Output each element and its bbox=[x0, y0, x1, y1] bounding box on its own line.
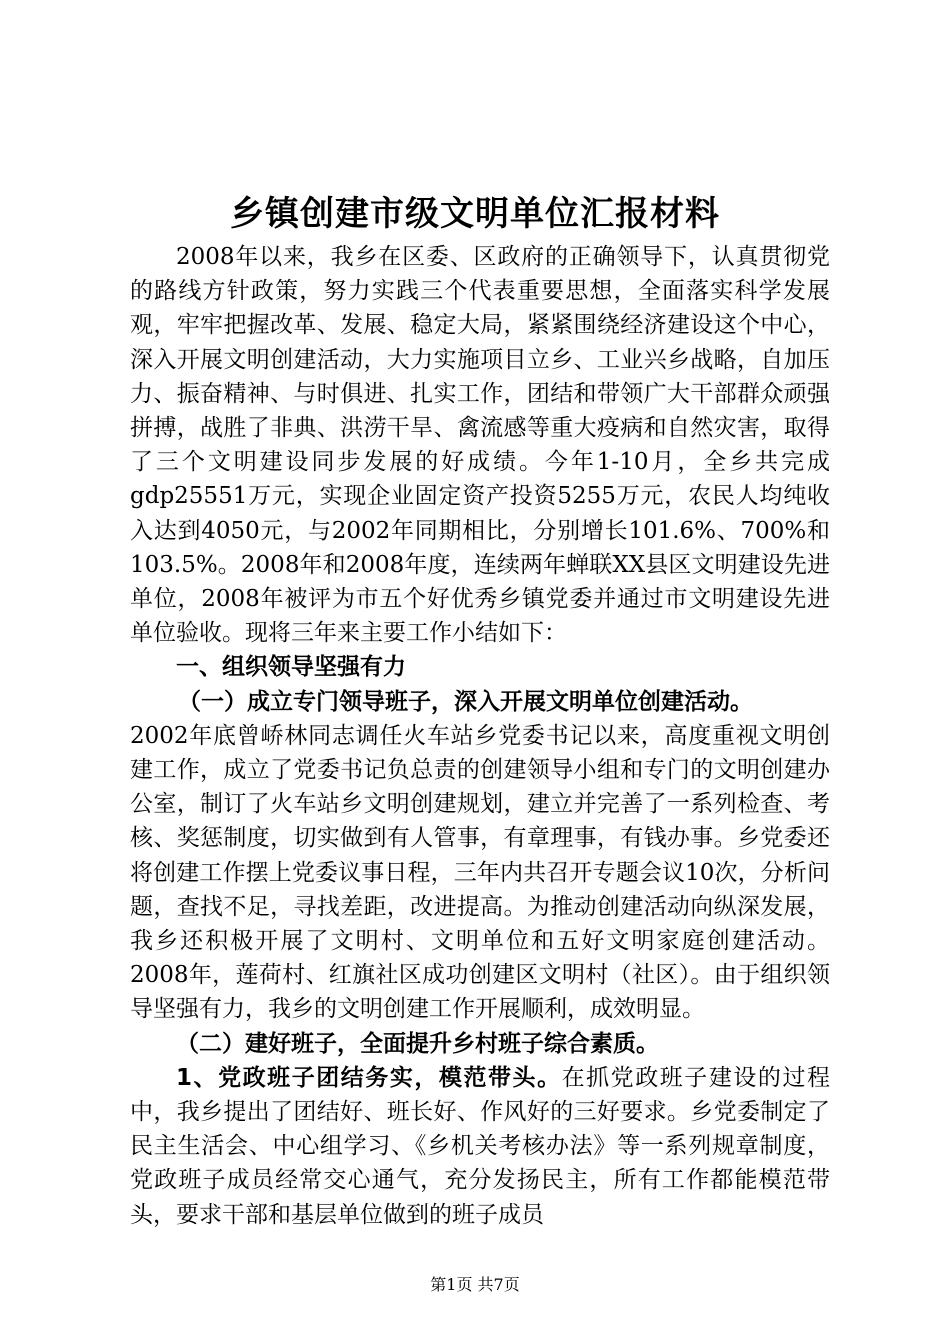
item-paragraph-1 bbox=[130, 1061, 830, 1232]
page-number-footer: 第1页 共7页 bbox=[430, 1275, 520, 1294]
subsection-heading-1: （一）成立专门领导班子，深入开展文明单位创建活动。 bbox=[178, 688, 753, 715]
section-heading-1: 一、组织领导坚强有力 bbox=[176, 654, 406, 681]
intro-paragraph: 2008年以来，我乡在区委、区政府的正确领导下，认真贯彻党的路线方针政策，努力实践三个代表重要思想，全面落实科学发展观，牢牢把握改革、发展、稳定大局，紧紧围绕经济建设这个中心，深入开展文明创建活动，大力实施项目立乡、工业兴乡战略，自加压力、振奋精神、与时俱进、扎实工作，团结和带领广大干部群众顽强拼搏，战胜了非典、洪涝干旱、禽流感等重大疫病和自然灾害，取得了三个文明建设同步发展的好成绩。今年1-10月，全乡共完成gdp25551万元，实现企业固定资产投资5255万元，农民人均纯收入达到4050元，与2002年同期相比，分别增长101.6%、700%和103.5%。2008年和2008年度，连续两年蝉联XX县区文明建设先进单位，2008年被评为市五个好优秀乡镇党委并通过市文明建设先进单位验收。现将三年来主要工作小结如下： bbox=[130, 244, 830, 647]
subsection-paragraph-1: 2002年底曾峤林同志调任火车站乡党委书记以来，高度重视文明创建工作，成立了党委书记负总责的创建领导小组和专门的文明创建办公室，制订了火车站乡文明创建规划，建立并完善了一系列检查、考核、奖惩制度，切实做到有人管事，有章理事，有钱办事。乡党委还将创建工作摆上党委议事日程，三年内共召开专题会议10次，分析问题，查找不足，寻找差距，改进提高。为推动创建活动向纵深发展，我乡还积极开展了文明村、文明单位和五好文明家庭创建活动。2008年，莲荷村、红旗社区成功创建区文明村（社区）。由于组织领导坚强有力，我乡的文明创建工作开展顺利，成效明显。 bbox=[130, 722, 830, 1023]
document-title: 乡镇创建市级文明单位汇报材料 bbox=[230, 194, 720, 234]
subsection-heading-2: （二）建好班子，全面提升乡村班子综合素质。 bbox=[176, 1030, 659, 1057]
document-body bbox=[130, 240, 830, 1232]
item-text-1: 在抓党政班子建设的过程中，我乡提出了团结好、班长好、作风好的三好要求。乡党委制定了民主生活会、中心组学习、《乡机关考核办法》等一系列规章制度，党政班子成员经常交心通气，充分发扬民主，所有工作都能模范带头，要求干部和基层单位做到的班子成员 bbox=[130, 1064, 830, 1228]
item-heading-1: 1、党政班子团结务实，模范带头。 bbox=[176, 1064, 562, 1091]
